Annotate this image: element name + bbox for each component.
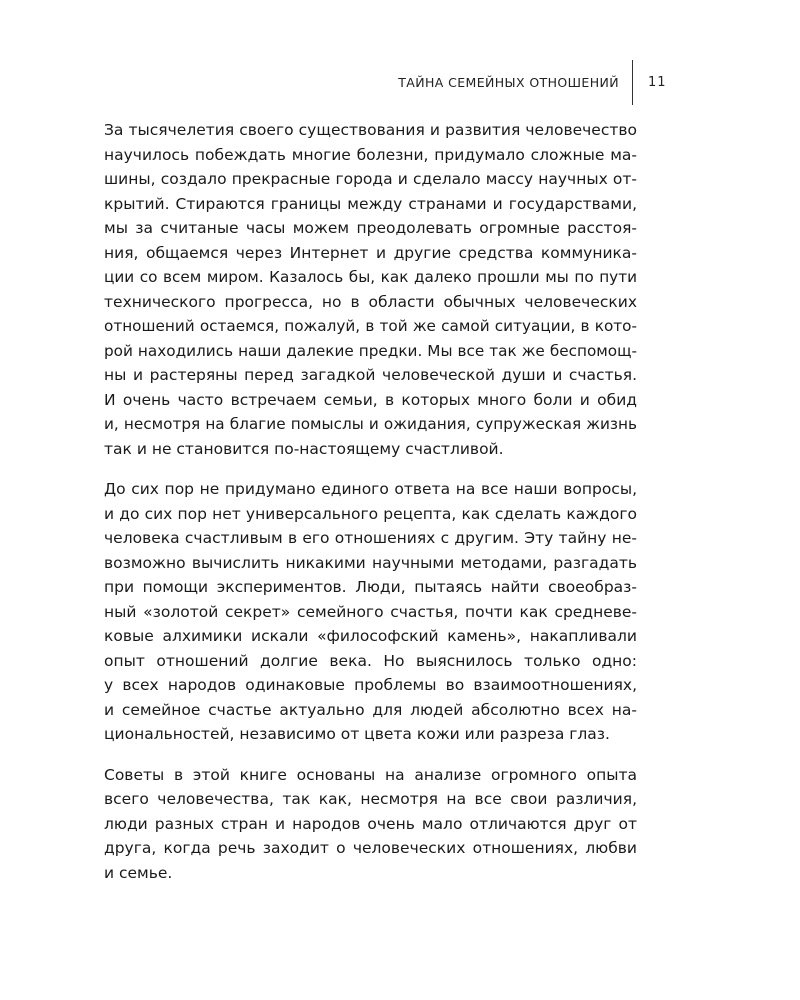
paragraph-2 [104,477,637,747]
text-line: человека счастливым в его отношениях с другим. Эту тайну не- [104,529,637,547]
page-number: 11 [648,75,667,90]
text-line: ния, общаемся через Интернет и другие средства коммуника- [104,243,637,262]
text-line: отношений остаемся, пожалуй, в той же самой ситуации, в кото- [104,317,637,335]
text-line: и семейное счастье актуально для людей абсолютно всех на- [104,700,637,719]
text-line: всего человечества, так как, несмотря на все свои различия, [104,790,637,808]
text-line: циональностей, независимо от цвета кожи или разреза глаз. [104,725,610,743]
text-line: За тысячелетия своего существования и развития человечество [104,121,637,139]
text-line: и семье. [104,863,173,882]
text-line: крытий. Стираются границы между странами и государствами, [104,194,637,213]
text-line: и до сих пор нет универсального рецепта, как сделать каждого [104,504,637,523]
text-line: у всех народов одинаковые проблемы во взаимоотношениях, [104,676,637,694]
paragraph-1 [104,118,637,461]
text-line: мы за считаные часы можем преодолевать огромные расстоя- [104,219,637,237]
text-line: ции со всем миром. Казалось бы, как далеко прошли мы по пути [104,268,637,286]
text-line: друга, когда речь заходит о человеческих отношениях, любви [104,839,637,857]
text-line: До сих пор не придумано единого ответа на все наши вопросы, [104,480,637,498]
text-line: Советы в этой книге основаны на анализе огромного опыта [104,765,637,784]
text-line: и, несмотря на благие помыслы и ожидания, супружеская жизнь [104,415,637,433]
running-title: ТАЙНА СЕМЕЙНЫХ ОТНОШЕНИЙ [398,75,619,90]
text-line: научилось побеждать многие болезни, придумало сложные ма- [104,145,637,164]
text-line: при помощи экспериментов. Люди, пытаясь найти своеобраз- [104,578,637,596]
body-text [104,118,637,901]
text-line: ковые алхимики искали «философский камень», накапливали [104,627,637,645]
text-line: И очень часто встречаем семьи, в которых много боли и обид [104,390,637,409]
text-line: ный «золотой секрет» семейного счастья, почти как средневе- [104,602,637,621]
text-line: люди разных стран и народов очень мало отличаются друг от [104,814,637,833]
text-line: ны и растеряны перед загадкой человеческой души и счастья. [104,366,637,384]
text-line: шины, создало прекрасные города и сделало массу научных от- [104,170,637,188]
text-line: технического прогресса, но в области обычных человеческих [104,292,637,311]
paragraph-3 [104,763,637,886]
header-divider [632,60,633,105]
text-line: опыт отношений долгие века. Но выяснилось только одно: [104,651,637,670]
text-line: так и не становится по-настоящему счастливой. [104,439,504,458]
text-line: рой находились наши далекие предки. Мы все так же беспомощ- [104,341,637,360]
text-line: возможно вычислить никакими научными методами, разгадать [104,553,637,572]
